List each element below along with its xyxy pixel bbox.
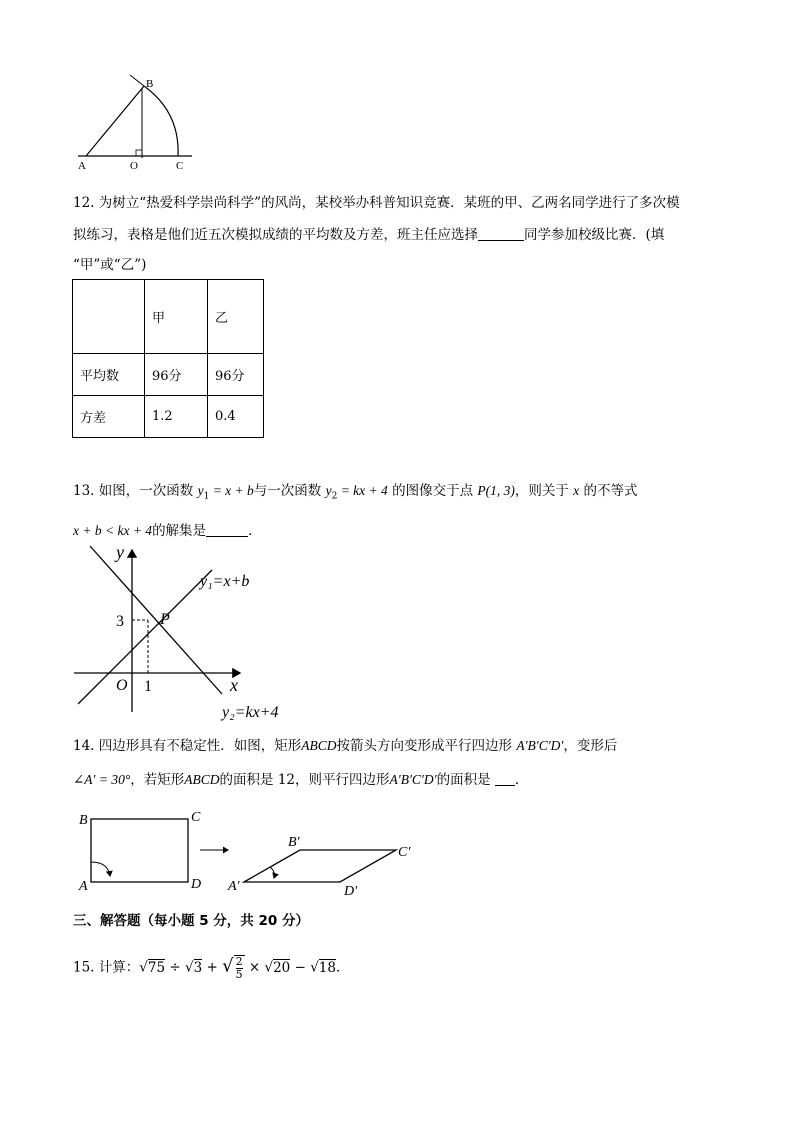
q15-operator: − — [290, 959, 311, 976]
table-header-yi: 乙 — [208, 280, 264, 354]
score-table — [72, 279, 264, 438]
q13-y2: y — [325, 483, 332, 498]
label-b: B — [146, 78, 154, 90]
q12-text-3: “甲”或“乙”) — [73, 257, 147, 273]
q12-text-1: 为树立“热爱科学崇尚科学”的风尚，某校举办科普知识竞赛．某班的甲、乙两名同学进行了多次模 — [98, 195, 680, 211]
q14-abcd: ABCD — [301, 738, 337, 753]
q12-line1 — [73, 192, 680, 214]
origin-label: O — [116, 677, 128, 694]
q15-radicand: 20 — [273, 959, 291, 976]
label-d-prime: D′ — [344, 884, 358, 898]
q13-line2 — [73, 520, 637, 542]
label-b-prime: B′ — [288, 835, 300, 850]
q15-operator: × — [244, 959, 265, 976]
q15-label: 计算： — [98, 959, 140, 976]
section-3-heading: 三、解答题（每小题 5 分，共 20 分） — [73, 913, 309, 929]
q14-text: 按箭头方向变形成平行四边形 — [336, 738, 513, 754]
q12-text-2a: 拟练习，表格是他们近五次模拟成绩的平均数及方差，班主任应选择 — [73, 227, 478, 243]
q14-line2 — [73, 769, 617, 791]
fraction-denominator: 5 — [235, 968, 243, 981]
q13-text: 的不等式 — [583, 483, 638, 499]
label-d: D — [191, 877, 202, 892]
q13-sub1: 1 — [203, 491, 210, 502]
label-a: A — [78, 160, 86, 172]
figure-q14-shapes — [74, 806, 424, 898]
q15-fraction — [234, 955, 245, 981]
q14-text: ． — [514, 772, 529, 788]
q13-text: ． — [248, 522, 262, 539]
q13-eq1: = x + b — [209, 483, 254, 498]
q13-point: P(1, 3) — [477, 483, 515, 498]
point-p-label: P — [160, 611, 170, 628]
tick-x-label: 1 — [144, 678, 152, 695]
sqrt-symbol: √ — [310, 959, 319, 976]
q15-operator: ÷ — [165, 959, 185, 976]
q13-text: 的图像交于点 — [392, 483, 474, 499]
table-cell: 1.2 — [145, 396, 208, 438]
q13-x: x — [573, 483, 580, 498]
sqrt-symbol: √ — [222, 955, 234, 977]
table-cell: 方差 — [73, 396, 145, 438]
table-cell: 96分 — [145, 354, 208, 396]
sqrt-symbol: √ — [264, 959, 274, 976]
q15-radicand: 3 — [193, 959, 203, 976]
question-15 — [73, 955, 349, 981]
q14-abcd: ABCD — [184, 772, 220, 787]
table-cell: 平均数 — [73, 354, 145, 396]
figure-q11-geometry — [72, 72, 202, 177]
label-o: O — [130, 160, 138, 172]
q14-text: ，变形后 — [563, 738, 618, 754]
q13-inequality: x + b < kx + 4 — [73, 522, 153, 538]
q12-text-2b: 同学参加校级比赛．(填 — [524, 227, 665, 243]
q15-operator: ． — [335, 959, 350, 976]
question-14 — [73, 735, 617, 791]
sqrt-symbol: √ — [184, 959, 194, 976]
q15-radicand: 75 — [147, 959, 166, 976]
q14-text: 的面积是 — [436, 772, 491, 788]
q13-eq2: = kx + 4 — [337, 483, 388, 498]
label-c: C — [176, 160, 184, 172]
label-c-prime: C′ — [398, 845, 411, 860]
q13-number: 13. — [73, 483, 95, 499]
q14-line1 — [73, 735, 617, 757]
q12-line2 — [73, 224, 680, 246]
q14-number: 14. — [73, 738, 95, 754]
label-a-prime: A′ — [228, 879, 240, 894]
q13-text: 与一次函数 — [253, 483, 322, 499]
figure-q13-graph — [70, 542, 300, 724]
q14-text: 的面积是 12，则平行四边形 — [219, 772, 390, 788]
table-cell: 0.4 — [208, 396, 264, 438]
question-12 — [73, 192, 680, 276]
answer-blank[interactable] — [206, 522, 248, 537]
line2-label: y₂=kx+4 — [222, 704, 279, 721]
label-c: C — [191, 810, 201, 825]
table-cell: 96分 — [208, 354, 264, 396]
q14-angle: ∠A′ = 30° — [73, 772, 131, 787]
label-a: A — [79, 879, 88, 894]
table-cell — [73, 280, 145, 354]
q13-sub2: 2 — [331, 491, 338, 502]
table-row — [73, 396, 264, 438]
axis-y-label: y — [116, 542, 124, 562]
q13-line1 — [73, 480, 637, 508]
question-13 — [73, 480, 637, 542]
q15-operator: + — [202, 959, 223, 976]
q15-radicand: 18 — [318, 959, 336, 976]
q13-text: 的解集是 — [152, 522, 207, 539]
tick-y-label: 3 — [116, 613, 124, 630]
answer-blank[interactable] — [478, 226, 524, 241]
answer-blank[interactable] — [495, 771, 515, 786]
table-header-jia: 甲 — [145, 280, 208, 354]
q13-text: ，则关于 — [514, 483, 569, 499]
q13-y1: y — [197, 483, 204, 498]
sqrt-symbol: √ — [139, 959, 148, 976]
q14-abcd-prime: A′B′C′D′ — [389, 772, 437, 787]
q12-number: 12. — [73, 195, 95, 211]
q14-text: 四边形具有不稳定性．如图，矩形 — [98, 738, 302, 754]
label-b: B — [79, 813, 88, 828]
q14-abcd-prime: A′B′C′D′ — [516, 738, 564, 753]
fraction-numerator: 2 — [235, 955, 243, 968]
line1-label: y₁=x+b — [200, 573, 250, 590]
table-row — [73, 354, 264, 396]
table-row — [73, 280, 264, 354]
q14-text: ，若矩形 — [130, 772, 185, 788]
q12-line3 — [73, 254, 680, 276]
q13-text: 如图，一次函数 — [98, 483, 194, 499]
axis-x-label: x — [230, 675, 238, 695]
q15-number: 15. — [73, 959, 95, 976]
